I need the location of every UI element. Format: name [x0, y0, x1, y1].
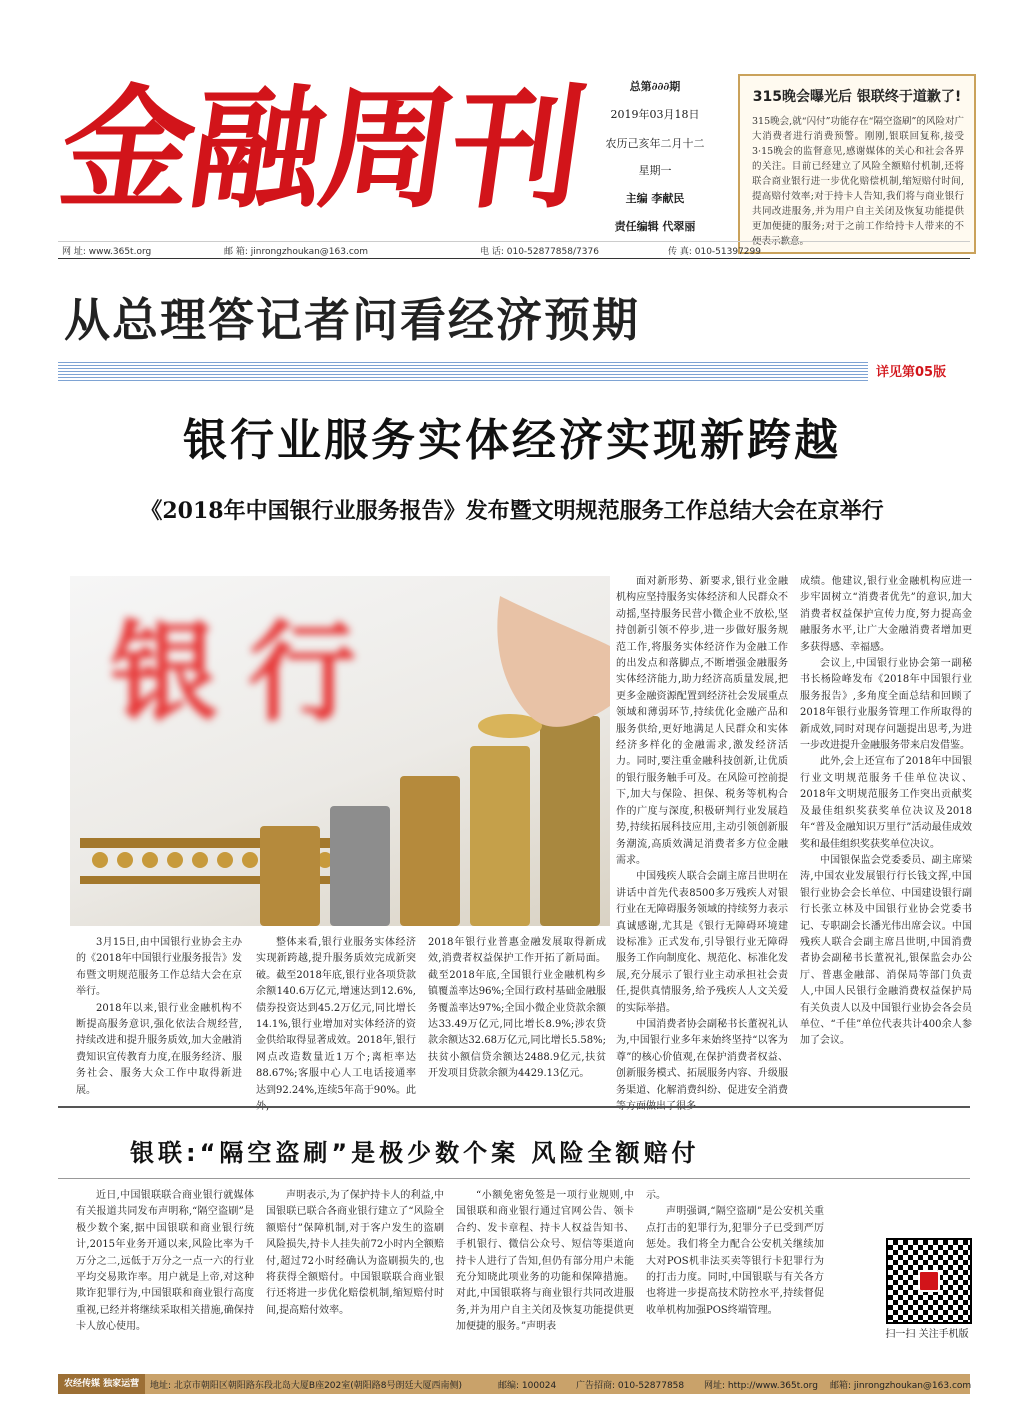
- paragraph: 此外,会上还宣布了2018年中国银行业文明规范服务千佳单位决议、2018年文明规范服务工作突出贡献奖及最佳组织奖获奖单位决议及2018年“普及金融知识万里行”活动最佳成效奖和最佳组织奖获奖单位决议。: [800, 756, 972, 850]
- article2-col3: [456, 1188, 634, 1336]
- footer-bar: [58, 1374, 970, 1394]
- notice-body: 315晚会,就“闪付”功能存在“隔空盗刷”的风险对广大消费者进行消费预警。刚刚,银联回复称,接受3·15晚会的监督意见,感谢媒体的关心和社会各界的关注。目前已经建立了风险全额赔付机制,还将联合商业银行进一步优化赔偿机制,缩短赔付时间,提高赔付效率;对于持卡人告知,我们将与商业银行共同改进服务,并为用户自主关闭及恢复功能提供更加便捷的服务;对于之前工作给持卡人带来的不便表示歉意。: [752, 116, 964, 247]
- footer-ads: 广告招商: 010-52877858: [576, 1381, 685, 1391]
- paragraph: 声明强调,“隔空盗刷”是公安机关重点打击的犯罪行为,犯罪分子已受到严厉惩处。我们将全力配合公安机关继续加大对POS机非法买卖等银行卡犯罪行为的打击力度。同时,中国银联与有关各方也将进一步提高技术防控水平,持续督促收单机构加强POS终端管理。: [646, 1206, 824, 1316]
- weekday: 星期一: [638, 164, 672, 177]
- notice-box: [738, 74, 976, 254]
- paragraph: 中国残疾人联合会副主席吕世明在讲话中首先代表8500多万残疾人对银行业在无障碍服务领域的持续努力表示真诚感谢,尤其是《银行无障碍环境建设标准》正式发布,引导银行业无障碍服务工作向制度化、规范化、标准化发展,充分展示了银行业主动承担社会责任,提供真情服务,给予残疾人人文关爱的实际举措。: [616, 871, 788, 1014]
- masthead-title: 金融周刊: [51, 72, 593, 227]
- section-divider: [58, 1178, 970, 1179]
- decorative-rule: [58, 362, 868, 382]
- duty-editor: 责任编辑 代翠丽: [614, 220, 696, 233]
- info-email: 邮 箱: jinrongzhoukan@163.com: [224, 247, 369, 257]
- section-divider: [58, 1106, 970, 1108]
- headline-economy: 从总理答记者问看经济预期: [64, 293, 640, 347]
- editor-in-chief: 主编 李献民: [625, 192, 685, 205]
- abacus-coins-illustration: [70, 576, 610, 926]
- paragraph: 成绩。他建议,银行业金融机构应进一步牢固树立“消费者优先”的意识,加大消费者权益保护宣传力度,努力提高金融服务水平,让广大金融消费者增加更多获得感、幸福感。: [800, 576, 972, 653]
- info-fax: 传 真: 010-51397299: [668, 247, 761, 257]
- headline-unionpay: 银联:“隔空盗刷”是极少数个案 风险全额赔付: [130, 1139, 700, 1167]
- footer-postcode: 邮编: 100024: [498, 1381, 557, 1391]
- photo-bank-sign: 银行: [110, 610, 387, 736]
- qr-caption: 扫一扫 关注手机版: [885, 1329, 969, 1340]
- paragraph: 近日,中国银联联合商业银行就媒体有关报道共同发布声明称,“隔空盗刷”是极少数个案,据中国银联和商业银行统计,2015年业务开通以来,风险比率为千万分之二,远低于万分之一点一六的行业平均交易欺诈率。用户就是上帝,对这种欺诈犯罪行为,中国银联和商业银行高度重视,已经并将继续采取相关措施,确保持卡人放心使用。: [76, 1190, 254, 1333]
- coin-stacks-icon: [260, 714, 600, 926]
- article1-col4: [616, 574, 788, 1115]
- paragraph: 中国银保监会党委委员、副主席梁涛,中国农业发展银行行长钱文挥,中国银行业协会会长单位、中国建设银行副行长张立林及中国银行业协会党委书记、专职副会长潘光伟出席会议。中国残疾人联合会副主席吕世明,中国消费者协会副秘书长董祝礼,银保监会办公厅、普惠金融部、消保局等部门负责人,中国人民银行金融消费权益保护局有关负责人以及中国银行业协会各会员单位、“千佳”单位代表共计400余人参加了会议。: [800, 854, 972, 1047]
- article-photo: [70, 576, 610, 926]
- paragraph: 会议上,中国银行业协会第一副秘书长杨险峰发布《2018年中国银行业服务报告》,多角度全面总结和回顾了2018年银行业服务管理工作所取得的新成效,同时对现存问题提出思考,为进一步改进提升金融服务带来启发借鉴。: [800, 658, 972, 752]
- issue-date: 2019年03月18日: [610, 108, 700, 121]
- footer-email[interactable]: 邮箱: jinrongzhoukan@163.com: [830, 1381, 972, 1391]
- info-phone: 电 话: 010-52877858/7376: [480, 247, 599, 257]
- article1-col3: [428, 935, 606, 1083]
- article1-col2: [256, 935, 416, 1115]
- article2-col1: [76, 1188, 254, 1336]
- notice-title: 315晚会曝光后 银联终于道歉了!: [752, 89, 962, 105]
- see-page-link[interactable]: 详见第05版: [876, 365, 947, 380]
- contact-info-bar: [58, 241, 970, 259]
- article2-col4: [646, 1188, 824, 1319]
- headline-banking: 银行业服务实体经济实现新跨越: [183, 415, 841, 466]
- footer-operator-tag: 农经传媒 独家运营: [58, 1374, 145, 1394]
- paragraph: 整体来看,银行业服务实体经济实现新跨越,提升服务质效完成新突破。截至2018年底,银行业各项贷款余额140.6万亿元,增速达到12.6%,债券投资达到45.2万亿元,同比增长14.1%,银行业增加对实体经济的资金供给取得显著成效。2018年,银行网点改造数量近1万个;离柜率达88.67%;客服中心人工电话接通率达到92.24%,连续5年高于90%。此: [256, 937, 416, 1096]
- article1-col1: [76, 935, 242, 1099]
- paragraph: 面对新形势、新要求,银行业金融机构应坚持服务实体经济和人民群众不动摇,坚持服务民营小微企业不放松,坚持创新引领不停步,进一步做好服务规范工作,将服务实体经济作为金融工作的出发点和落脚点,不断增强金融服务实体经济能力,助力经济高质量发展,把更多金融资源配置到经济社会发展重点领域和薄弱环节,持续优化金融产品和服务供给,更好地满足人民群众和实体经济多样化的金融需求,激发经济活力。同时,要注重金融科技创新,让优质的银行服务触手可及。在风险可控前提下,加大与保险、担保、税务等机构合作的广度与深度,积极研判行业发展趋势,持续拓展科技应用,主动引领创新服务潮流,高质效满足消费者多方位金融需求。: [616, 576, 788, 866]
- info-website: 网 址: www.365t.org: [62, 247, 152, 257]
- paragraph: 声明表示,为了保护持卡人的利益,中国银联已联合各商业银行建立了“风险全额赔付”保障机制,对于客户发生的盗刷风险损失,持卡人挂失前72小时内全额赔付,超过72小时经确认为盗刷损失的,也将获得全额赔付。中国银联联合商业银行还将进一步优化赔偿机制,缩短赔付时间,提高赔付效率。: [266, 1190, 444, 1316]
- paragraph: 中国消费者协会副秘书长董祝礼认为,中国银行业多年来始终坚持“以客为尊”的核心价值观,在保护消费者权益、创新服务模式、拓展服务内容、升级服务渠道、化解消费纠纷、促进安全消费: [616, 1018, 788, 1096]
- lunar-date: 农历己亥年二月十二: [605, 137, 705, 150]
- footer-website[interactable]: 网址: http://www.365t.org: [704, 1381, 818, 1391]
- paragraph: 3月15日,由中国银行业协会主办的《2018年中国银行业服务报告》发布暨文明规范服务工作总结大会在京举行。: [76, 937, 242, 998]
- hand-icon: [497, 596, 610, 727]
- article2-col2: [266, 1188, 444, 1319]
- paragraph: 示。: [646, 1190, 666, 1201]
- paragraph: “小额免密免签是一项行业规则,中国银联和商业银行通过官网公告、领卡合约、发卡章程、持卡人权益告知书、手机银行、微信公众号、短信等渠道向持卡人进行了告知,但仍有部分用户未能充分知晓此项业务的功能和保障措施。对此,中国银联将与商业银行共同改进服务,并为用户自主关闭及恢复功能提供更加便捷的服务。”声明表: [456, 1190, 634, 1333]
- subheadline-report: 《2018年中国银行业服务报告》发布暨文明规范服务工作总结大会在京举行: [140, 498, 884, 524]
- article1-col5: [800, 574, 972, 1050]
- qr-logo-icon: [918, 1270, 940, 1292]
- footer-address: 地址: 北京市朝阳区朝阳路东段北岛大厦B座202室(朝阳路8号朗廷大厦西南侧): [150, 1381, 462, 1391]
- paragraph: 2018年银行业普惠金融发展取得新成效,消费者权益保护工作开拓了新局面。截至2018年底,全国银行业金融机构乡镇覆盖率达96%;全国行政村基础金融服务覆盖率达97%;全国小微企业贷款余额达33.49万亿元,同比增长8.9%;涉农贷款余额达32.68万亿元,同比增长5.58%;扶贫小额信贷余额达2488.9亿元,扶贫开发项目贷款余额为4429.13亿元。: [428, 937, 606, 1080]
- paragraph: 2018年以来,银行业金融机构不断提高服务意识,强化依法合规经营,持续改进和提升服务质效,加大金融消费知识宣传教育力度,在服务经济、服务社会、服务大众工作中取得新进展。: [76, 1002, 242, 1096]
- issue-number: 总第∂∂∂期: [629, 80, 681, 93]
